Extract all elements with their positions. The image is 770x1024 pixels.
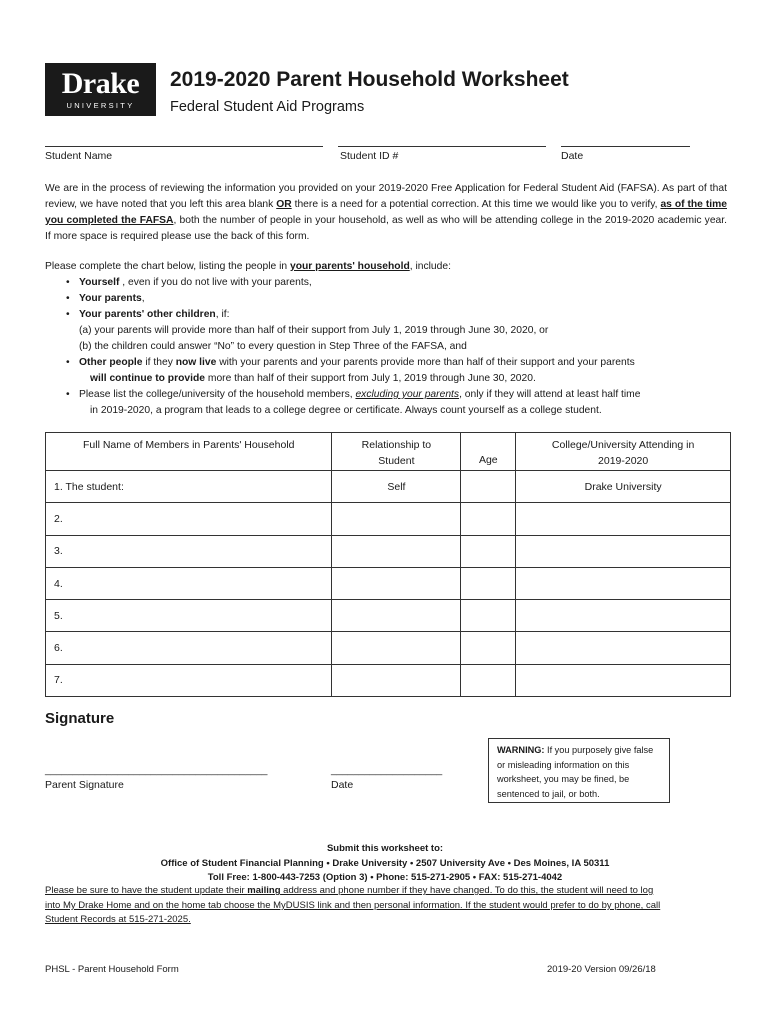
bullet-other-people-cont: will continue to provide more than half of their support from July 1, 2019 through June 30, 2020. — [90, 373, 536, 384]
page-subtitle: Federal Student Aid Programs — [170, 99, 365, 115]
college-cell[interactable] — [516, 664, 731, 696]
bullet-other-people: • Other people if they now live with your parents and your parents provide more than half of their support and your parents — [66, 357, 635, 368]
warning-text: If you purposely give false or misleading information on this worksheet, you may be fined, be sentenced to jail, or both. — [497, 745, 654, 799]
relationship-cell[interactable] — [332, 632, 461, 664]
relationship-cell[interactable] — [332, 664, 461, 696]
drake-logo — [45, 63, 156, 116]
college-cell[interactable] — [516, 535, 731, 567]
page-title: 2019-2020 Parent Household Worksheet — [170, 68, 569, 91]
parent-signature-label: Parent Signature — [45, 779, 124, 791]
bullet-yourself: • Yourself , even if you do not live with your parents, — [66, 277, 312, 288]
instructions-paragraph: We are in the process of reviewing the information you provided on your 2019-2020 Free Application for Federal Student Aid (FAFSA). As part of that review, we have noted that you left this area blank OR there is a need for a potential correction. At this time we would like you to verify, as of the time you completed the FAFSA, both the number of people in your household, as well as who will be attending college in the 2019-2020 academic year. If more space is required please use the back of this form. — [45, 183, 727, 242]
bullet-parents: • Your parents, — [66, 293, 145, 304]
footer-form-name: PHSL - Parent Household Form — [45, 964, 179, 975]
header-full-name: Full Name of Members in Parents' Household — [46, 433, 332, 471]
signature-date-label: Date — [331, 779, 354, 791]
update-note-line2: into My Drake Home and on the home tab choose the MyDUSIS link and then personal information. If the student would prefer to do by phone, call — [45, 900, 661, 911]
household-table — [45, 432, 731, 697]
header-college: College/University Attending in 2019-2020 — [516, 433, 731, 471]
bullet-condition-a: (a) your parents will provide more than half of their support from July 1, 2019 through June 30, 2020, or — [79, 325, 549, 336]
college-cell[interactable]: Drake University — [516, 471, 731, 503]
signature-heading: Signature — [45, 710, 115, 727]
table-row — [46, 535, 731, 567]
age-cell[interactable] — [461, 664, 516, 696]
table-row — [46, 503, 731, 535]
member-name-cell[interactable]: 6. — [46, 632, 332, 664]
relationship-cell[interactable] — [332, 535, 461, 567]
footer-version: 2019-20 Version 09/26/18 — [547, 964, 656, 975]
table-row — [46, 600, 731, 632]
relationship-cell[interactable] — [332, 503, 461, 535]
age-cell[interactable] — [461, 567, 516, 599]
logo-subtext: UNIVERSITY — [66, 101, 135, 110]
parent-signature-field[interactable]: ________________________________________ — [45, 765, 268, 776]
submit-phone: Toll Free: 1-800-443-7253 (Option 3) • Phone: 515-271-2905 • FAX: 515-271-4042 — [207, 872, 563, 883]
bullet-other-children: • Your parents' other children, if: — [66, 309, 230, 320]
table-row — [46, 632, 731, 664]
member-name-cell[interactable]: 1. The student: — [46, 471, 332, 503]
date-field[interactable] — [561, 146, 690, 147]
table-header-row — [46, 433, 731, 471]
age-cell[interactable] — [461, 535, 516, 567]
college-cell[interactable] — [516, 567, 731, 599]
student-name-label: Student Name — [45, 150, 113, 162]
member-name-cell[interactable]: 5. — [46, 600, 332, 632]
member-name-cell[interactable]: 4. — [46, 567, 332, 599]
table-row — [46, 664, 731, 696]
bullet-college-cont: in 2019-2020, a program that leads to a college degree or certificate. Always count yourself as a college student. — [90, 405, 602, 416]
age-cell[interactable] — [461, 600, 516, 632]
college-cell[interactable] — [516, 632, 731, 664]
bullet-college: • Please list the college/university of the household members, excluding your parents, only if they will attend at least half time — [66, 389, 641, 400]
bullet-condition-b: (b) the children could answer “No” to every question in Step Three of the FAFSA, and — [79, 341, 467, 352]
relationship-cell[interactable] — [332, 567, 461, 599]
or-emphasis: OR — [276, 199, 292, 210]
college-cell[interactable] — [516, 503, 731, 535]
age-cell[interactable] — [461, 503, 516, 535]
student-id-field[interactable] — [338, 146, 546, 147]
relationship-cell[interactable] — [332, 600, 461, 632]
college-cell[interactable] — [516, 600, 731, 632]
header-relationship: Relationship to Student — [332, 433, 461, 471]
header-age: Age — [461, 433, 516, 471]
submit-address: Office of Student Financial Planning • Drake University • 2507 University Ave • Des Moines, IA 50311 — [160, 858, 610, 869]
update-note-line1: Please be sure to have the student update their mailing address and phone number if they have changed. To do this, the student will need to log — [45, 885, 654, 896]
date-label: Date — [561, 150, 584, 162]
update-note-line3: Student Records at 515-271-2025. — [45, 914, 191, 925]
student-id-label: Student ID # — [340, 150, 399, 162]
warning-box — [488, 738, 670, 803]
chart-intro: Please complete the chart below, listing the people in your parents' household, include: — [45, 261, 451, 272]
table-row — [46, 567, 731, 599]
member-name-cell[interactable]: 3. — [46, 535, 332, 567]
submit-heading: Submit this worksheet to: — [326, 843, 444, 854]
member-name-cell[interactable]: 7. — [46, 664, 332, 696]
relationship-cell[interactable]: Self — [332, 471, 461, 503]
signature-date-field[interactable]: ____________________ — [331, 765, 443, 776]
table-row — [46, 471, 731, 503]
student-name-field[interactable] — [45, 146, 323, 147]
logo-wordmark: Drake — [61, 67, 140, 100]
age-cell[interactable] — [461, 471, 516, 503]
warning-label: WARNING: — [497, 745, 545, 755]
fafsa-time-emphasis: as of the time you completed the FAFSA — [45, 199, 727, 226]
member-name-cell[interactable]: 2. — [46, 503, 332, 535]
age-cell[interactable] — [461, 632, 516, 664]
